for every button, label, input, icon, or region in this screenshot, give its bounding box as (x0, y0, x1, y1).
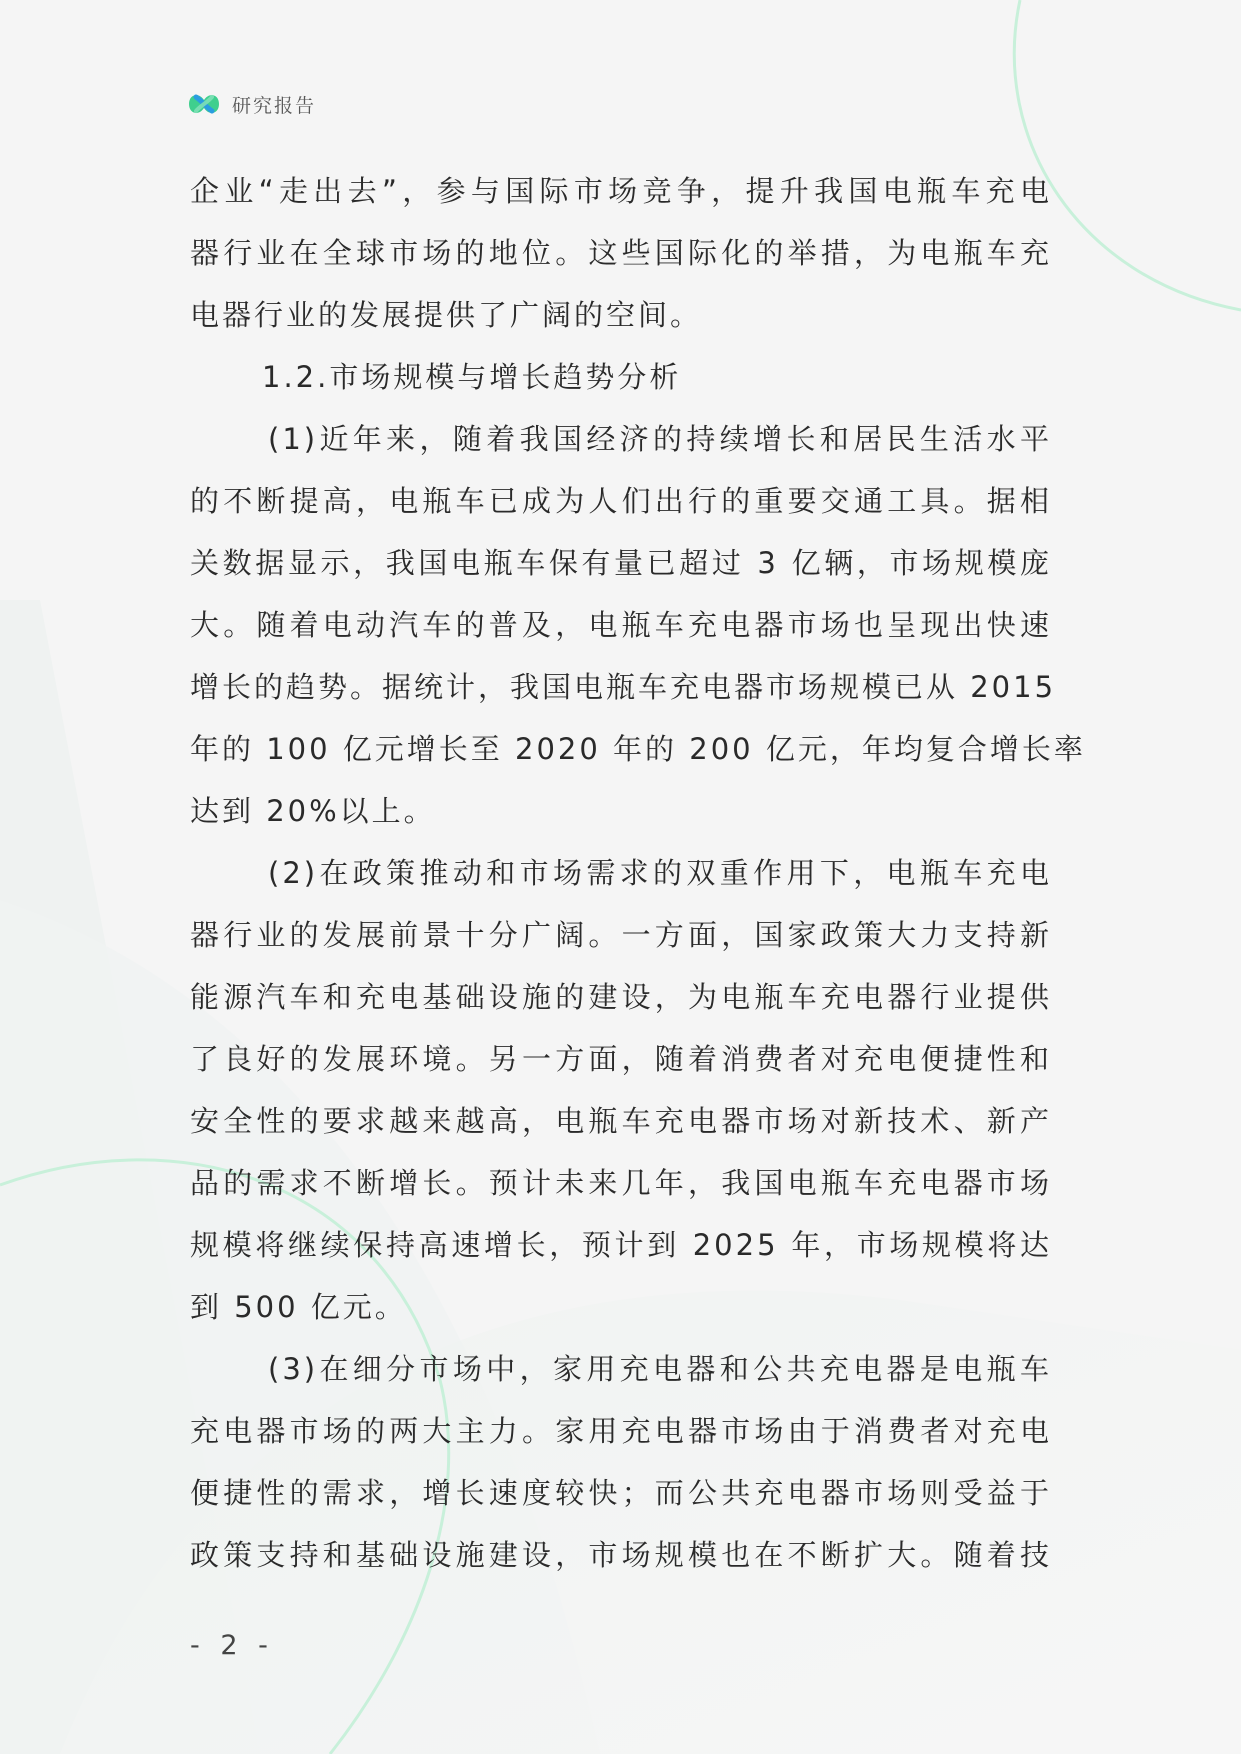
text-line: 品的需求不断增长。预计未来几年，我国电瓶车充电器市场 (190, 1166, 1052, 1200)
text-line: 政策支持和基础设施建设，市场规模也在不断扩大。随着技 (190, 1538, 1052, 1572)
paragraph-3 (190, 1338, 1052, 1586)
text-line: 器行业的发展前景十分广阔。一方面，国家政策大力支持新 (190, 918, 1052, 952)
text-line: 便捷性的需求，增长速度较快；而公共充电器市场则受益于 (190, 1476, 1052, 1510)
text-line: 规模将继续保持高速增长，预计到 2025 年，市场规模将达 (190, 1228, 1052, 1262)
text-line: 安全性的要求越来越高，电瓶车充电器市场对新技术、新产 (190, 1104, 1052, 1138)
section-heading: 1.2.市场规模与增长趋势分析 (262, 360, 682, 394)
text-line: (1)近年来，随着我国经济的持续增长和居民生活水平 (268, 422, 1052, 456)
text-line: (3)在细分市场中，家用充电器和公共充电器是电瓶车 (268, 1352, 1052, 1386)
text-line: 增长的趋势。据统计，我国电瓶车充电器市场规模已从 2015 (190, 670, 1057, 704)
document-body (190, 160, 1086, 1586)
text-line: 达到 20%以上。 (190, 794, 436, 828)
paragraph-2 (190, 842, 1052, 1338)
text-line: 大。随着电动汽车的普及，电瓶车充电器市场也呈现出快速 (190, 608, 1052, 642)
text-line: 电器行业的发展提供了广阔的空间。 (190, 298, 703, 332)
paragraph-intro (190, 160, 1052, 346)
text-line: 企业“走出去”，参与国际市场竞争，提升我国电瓶车充电 (190, 174, 1052, 208)
text-line: 到 500 亿元。 (190, 1290, 407, 1324)
text-line: (2)在政策推动和市场需求的双重作用下，电瓶车充电 (268, 856, 1052, 890)
header-title: 研究报告 (232, 94, 317, 117)
text-line: 关数据显示，我国电瓶车保有量已超过 3 亿辆，市场规模庞 (190, 546, 1052, 580)
paragraph-1 (190, 408, 1086, 842)
logo-icon (186, 88, 222, 120)
text-line: 的不断提高，电瓶车已成为人们出行的重要交通工具。据相 (190, 484, 1052, 518)
text-line: 年的 100 亿元增长至 2020 年的 200 亿元，年均复合增长率 (190, 732, 1086, 766)
report-header (186, 88, 316, 120)
text-line: 充电器市场的两大主力。家用充电器市场由于消费者对充电 (190, 1414, 1052, 1448)
text-line: 了良好的发展环境。另一方面，随着消费者对充电便捷性和 (190, 1042, 1052, 1076)
text-line: 器行业在全球市场的地位。这些国际化的举措，为电瓶车充 (190, 236, 1052, 270)
page-number: - 2 - (190, 1630, 274, 1661)
text-line: 能源汽车和充电基础设施的建设，为电瓶车充电器行业提供 (190, 980, 1052, 1014)
